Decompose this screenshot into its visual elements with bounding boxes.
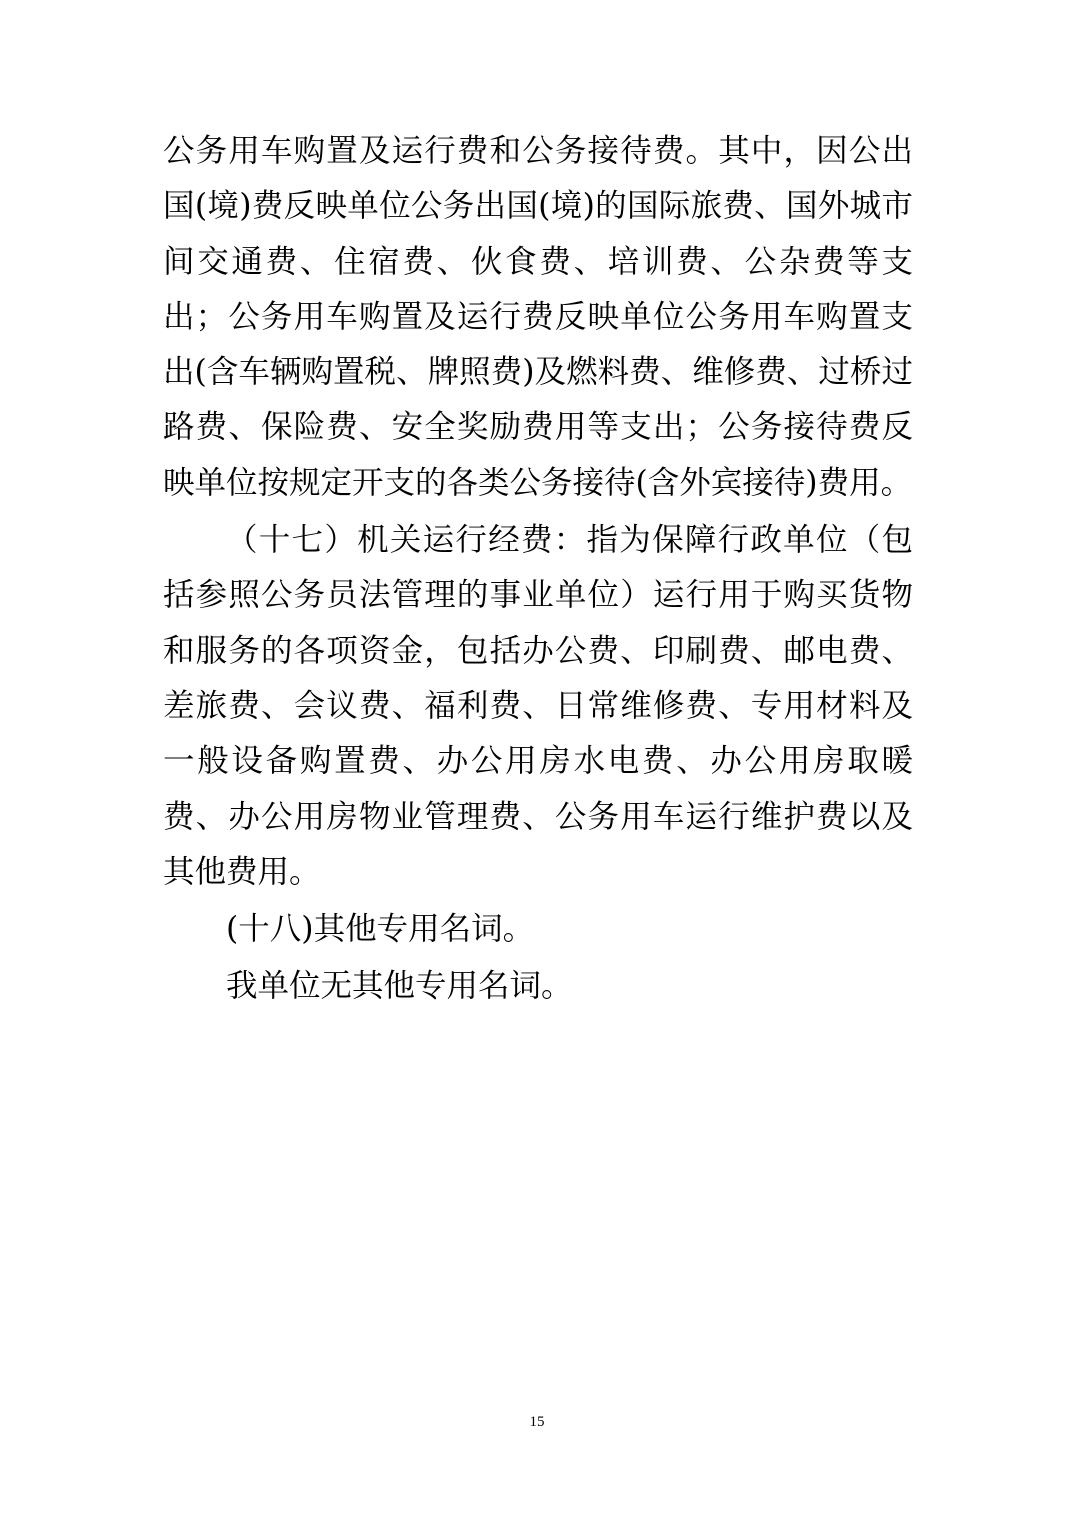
paragraph-item-18-body: 我单位无其他专用名词。: [226, 968, 573, 1005]
document-body: [163, 124, 913, 1015]
paragraph-item-17: （十七）机关运行经费：指为保障行政单位（包括参照公务员法管理的事业单位）运行用于购买货物和服务的各项资金，包括办公费、印刷费、邮电费、差旅费、会议费、福利费、日常维修费、专用材料及一般设备购置费、办公用房水电费、办公用房取暖费、办公用房物业管理费、公务用车运行维护费以及其他费用。: [163, 522, 913, 890]
paragraph-continuation: 公务用车购置及运行费和公务接待费。其中，因公出国(境)费反映单位公务出国(境)的国际旅费、国外城市间交通费、住宿费、伙食费、培训费、公杂费等支出；公务用车购置及运行费反映单位公务用车购置支出(含车辆购置税、牌照费)及燃料费、维修费、过桥过路费、保险费、安全奖励费用等支出；公务接待费反映单位按规定开支的各类公务接待(含外宾接待)费用。: [163, 133, 913, 501]
page-number: 15: [529, 1414, 545, 1430]
paragraph-item-18-heading: (十八)其他专用名词。: [226, 911, 535, 948]
